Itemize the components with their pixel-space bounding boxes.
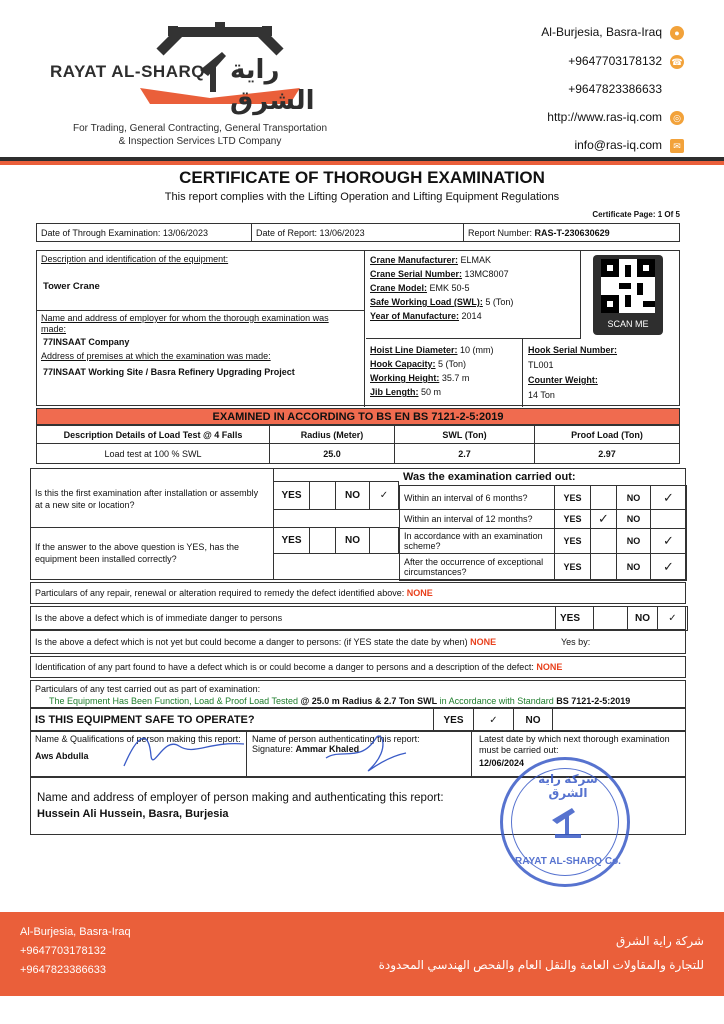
report-date: Date of Report: 13/06/2023 <box>252 224 464 242</box>
exceptional-no-tick[interactable]: ✓ <box>651 554 687 581</box>
exam-date: Date of Through Examination: 13/06/2023 <box>37 224 252 242</box>
identification-row <box>30 656 686 678</box>
equipment-right <box>366 251 581 339</box>
question-first-exam: Is this the first examination after installation or assembly at a new site or location? <box>35 488 259 510</box>
counter-weight-value: 14 Ton <box>528 390 555 400</box>
yes-by-label: Yes by: <box>561 637 591 647</box>
footer-phone-1: +9647703178132 <box>20 945 106 957</box>
certificate-page: Certificate Page: 1 Of 5 <box>592 210 680 219</box>
employer-auth-label: Name and address of employer of person making and authenticating this report: <box>37 792 444 804</box>
immediate-label: Is the above a defect which is of immediate danger to persons <box>35 613 283 623</box>
future-text <box>35 637 496 647</box>
footer-address: Al-Burjesia, Basra-Iraq <box>20 926 131 938</box>
hook-serial-value: TL001 <box>528 360 554 370</box>
hoist-label: Hoist Line Diameter: <box>370 345 458 355</box>
load-row-desc: Load test at 100 % SWL <box>37 444 270 464</box>
equipment-desc-value: Tower Crane <box>43 281 100 292</box>
interval-6-no-tick[interactable]: ✓ <box>651 486 687 510</box>
contact-website <box>547 110 684 125</box>
tagline-line-1: For Trading, General Contracting, General Transportation <box>72 123 328 134</box>
immediate-danger-row <box>30 606 686 630</box>
interval-12-no-box[interactable] <box>651 510 687 529</box>
stamp-english: RAYAT AL-SHARQ Co. <box>515 856 621 867</box>
certificate-title: CERTIFICATE OF THOROUGH EXAMINATION <box>179 168 545 187</box>
future-value: NONE <box>470 637 497 647</box>
tagline-line-2: & Inspection Services LTD Company <box>118 136 282 147</box>
person-value: Aws Abdulla <box>35 751 89 761</box>
installed-no[interactable]: NO <box>336 528 370 554</box>
signature-scribble-1-icon <box>119 726 249 776</box>
meta-table <box>36 223 680 242</box>
scheme-yes[interactable]: YES <box>555 529 591 554</box>
equipment-left <box>37 251 365 407</box>
employer-value: 77INSAAT Company <box>43 337 130 347</box>
working-height-label: Working Height: <box>370 373 440 383</box>
repair-row <box>30 582 686 604</box>
exceptional-yes[interactable]: YES <box>555 554 591 581</box>
email-text: info@ras-iq.com <box>574 138 662 152</box>
scheme-no[interactable]: NO <box>617 529 651 554</box>
interval-6-no[interactable]: NO <box>617 486 651 510</box>
equipment-lower-right <box>524 339 681 407</box>
address-text: Al-Burjesia, Basra-Iraq <box>541 25 662 39</box>
load-header-radius: Radius (Meter) <box>270 426 395 444</box>
contact-address <box>541 25 684 40</box>
load-header-swl: SWL (Ton) <box>395 426 535 444</box>
tagline <box>40 123 360 147</box>
website-text: http://www.ras-iq.com <box>547 110 662 124</box>
globe-icon: ◎ <box>670 111 684 125</box>
identification-value: NONE <box>536 662 563 672</box>
test-text-2: @ 25.0 m Radius & 2.7 Ton SWL <box>300 696 438 706</box>
employer-auth-value: Hussein Ali Hussein, Basra, Burjesia <box>37 808 229 820</box>
first-exam-answer <box>273 481 399 510</box>
test-text-1: The Equipment Has Been Function, Load & Proof Load Tested <box>49 696 298 706</box>
latest-label: Latest date by which next thorough examination must be carried out: <box>479 734 670 755</box>
header-stripe-orange <box>0 161 724 165</box>
future-danger-row <box>30 630 686 654</box>
identification-label: Identification of any part found to have a defect which is or could become a danger to persons and a description of the defect: <box>35 662 534 672</box>
interval-table <box>399 485 687 581</box>
stamp-rig-icon <box>547 800 587 840</box>
jib-length-value: 50 m <box>421 387 442 397</box>
phone-2-text: +9647823386633 <box>568 82 662 96</box>
scheme-no-tick[interactable]: ✓ <box>651 529 687 554</box>
contact-email <box>574 138 684 153</box>
jib-length-label: Jib Length: <box>370 387 419 397</box>
phone-1-text: +9647703178132 <box>568 54 662 68</box>
test-text-4: BS 7121-2-5:2019 <box>556 696 631 706</box>
footer-phone-2: +9647823386633 <box>20 964 106 976</box>
hoist-value: 10 (mm) <box>460 345 494 355</box>
stamp-arabic: شركة راية الشرق <box>538 772 598 800</box>
working-height-value: 35.7 m <box>441 373 470 383</box>
hook-capacity-label: Hook Capacity: <box>370 359 436 369</box>
year-value: 2014 <box>461 311 482 321</box>
scheme-yes-box[interactable] <box>591 529 617 554</box>
report-number <box>464 224 680 242</box>
repair-value: NONE <box>406 588 433 598</box>
phone-icon: ☎ <box>671 56 683 67</box>
premises-label: Address of premises at which the examination was made: <box>41 351 271 361</box>
load-row-swl: 2.7 <box>395 444 535 464</box>
report-number-value: RAS-T-230630629 <box>534 227 610 238</box>
logo-text: RAYAT AL-SHARQ <box>50 62 205 81</box>
certificate-subtitle: This report complies with the Lifting Operation and Lifting Equipment Regulations <box>164 191 560 203</box>
interval-12-yes-tick[interactable]: ✓ <box>591 510 617 529</box>
location-icon: ● <box>670 26 684 40</box>
footer <box>0 912 724 996</box>
load-row-radius: 25.0 <box>270 444 395 464</box>
first-exam-yes[interactable]: YES <box>274 482 310 510</box>
installed-yes[interactable]: YES <box>274 528 310 554</box>
load-test-table <box>36 425 680 464</box>
footer-arabic-2: للتجارة والمقاولات العامة والنقل العام والفحص الهندسي المحدودة <box>378 958 704 972</box>
contact-phone-2 <box>568 82 662 96</box>
equipment-desc-label: Description and identification of the equipment: <box>41 254 229 264</box>
question-installed-correctly: If the answer to the above question is YES, has the equipment been installed correctly? <box>35 542 239 564</box>
serial-value: 13MC8007 <box>464 269 509 279</box>
footer-arabic-1: شركة راية الشرق <box>615 934 704 948</box>
equipment-block <box>36 250 680 406</box>
test-particulars-label: Particulars of any test carried out as part of examination: <box>35 684 261 694</box>
person-label: Name & Qualifications of person making this report: <box>35 734 241 744</box>
installed-no-box[interactable] <box>370 528 399 554</box>
counter-weight-label: Counter Weight: <box>528 375 598 385</box>
test-particulars-text <box>35 695 681 707</box>
interval-12-yes[interactable]: YES <box>555 510 591 529</box>
exceptional-no[interactable]: NO <box>617 554 651 581</box>
questions-block <box>30 468 686 580</box>
logo-arabic: راية الشرق <box>230 54 315 115</box>
company-stamp <box>500 757 630 887</box>
test-text-3: in Accordance with Standard <box>439 696 554 706</box>
mail-icon: ✉ <box>670 139 684 153</box>
employer-label: Name and address of employer for whom the thorough examination was made: <box>41 313 329 334</box>
safe-answer <box>433 708 553 732</box>
examined-banner: EXAMINED IN ACCORDING TO BS EN BS 7121-2-5:2019 <box>36 408 680 425</box>
carried-out-label: Was the examination carried out: <box>403 471 576 483</box>
manufacturer-label: Crane Manufacturer: <box>370 255 459 265</box>
interval-12-label: Within an interval of 12 months? <box>400 510 555 529</box>
model-label: Crane Model: <box>370 283 428 293</box>
safe-yes-tick[interactable]: ✓ <box>474 709 514 732</box>
safe-no[interactable]: NO <box>514 709 553 732</box>
immediate-yes[interactable]: YES <box>556 607 594 631</box>
first-exam-no-tick[interactable]: ✓ <box>370 482 399 510</box>
swl-label: Safe Working Load (SWL): <box>370 297 483 307</box>
auth-sig-label: Signature: <box>252 744 294 754</box>
auth-label: Name of person authenticating this report: <box>252 734 420 744</box>
contact-phone-1 <box>568 54 684 69</box>
hook-capacity-value: 5 (Ton) <box>438 359 467 369</box>
exceptional-label: After the occurrence of exceptional circumstances? <box>400 554 555 581</box>
immediate-no[interactable]: NO <box>628 607 658 631</box>
qr-code[interactable] <box>593 255 663 335</box>
premises-value: 77INSAAT Working Site / Basra Refinery Upgrading Project <box>43 367 295 377</box>
test-particulars-row <box>30 680 686 708</box>
installed-answer <box>273 527 399 554</box>
latest-value: 12/06/2024 <box>479 758 525 768</box>
repair-label: Particulars of any repair, renewal or alteration required to remedy the defect identified above: <box>35 588 405 598</box>
immediate-no-tick[interactable]: ✓ <box>658 607 688 631</box>
installed-yes-box[interactable] <box>310 528 336 554</box>
interval-12-no[interactable]: NO <box>617 510 651 529</box>
load-header-desc: Description Details of Load Test @ 4 Falls <box>37 426 270 444</box>
company-logo <box>40 22 360 122</box>
report-number-label: Report Number: <box>468 227 533 238</box>
hook-serial-label: Hook Serial Number: <box>528 345 618 355</box>
scheme-label: In accordance with an examination scheme? <box>400 529 555 554</box>
equipment-lower-mid <box>366 339 523 407</box>
model-value: EMK 50-5 <box>429 283 470 293</box>
immediate-yes-box[interactable] <box>594 607 628 631</box>
qr-code-icon <box>601 259 655 313</box>
interval-6-yes-box[interactable] <box>591 486 617 510</box>
interval-6-yes[interactable]: YES <box>555 486 591 510</box>
first-exam-no[interactable]: NO <box>336 482 370 510</box>
manufacturer-value: ELMAK <box>460 255 492 265</box>
signature-scribble-2-icon <box>321 728 411 780</box>
interval-6-label: Within an interval of 6 months? <box>400 486 555 510</box>
exceptional-yes-box[interactable] <box>591 554 617 581</box>
future-label: Is the above a defect which is not yet but could become a danger to persons: (if YES state the date by when) <box>35 637 468 647</box>
first-exam-yes-box[interactable] <box>310 482 336 510</box>
swl-value: 5 (Ton) <box>485 297 514 307</box>
load-row-proof: 2.97 <box>535 444 680 464</box>
serial-label: Crane Serial Number: <box>370 269 463 279</box>
immediate-answer <box>555 606 688 631</box>
scan-me-label: SCAN ME <box>607 319 649 329</box>
divider <box>37 310 365 311</box>
divider <box>31 527 273 528</box>
year-label: Year of Manufacture: <box>370 311 460 321</box>
auth-value: Ammar Khaled <box>295 744 360 754</box>
safe-yes[interactable]: YES <box>434 709 474 732</box>
safe-label: IS THIS EQUIPMENT SAFE TO OPERATE? <box>35 714 255 726</box>
load-header-proof: Proof Load (Ton) <box>535 426 680 444</box>
